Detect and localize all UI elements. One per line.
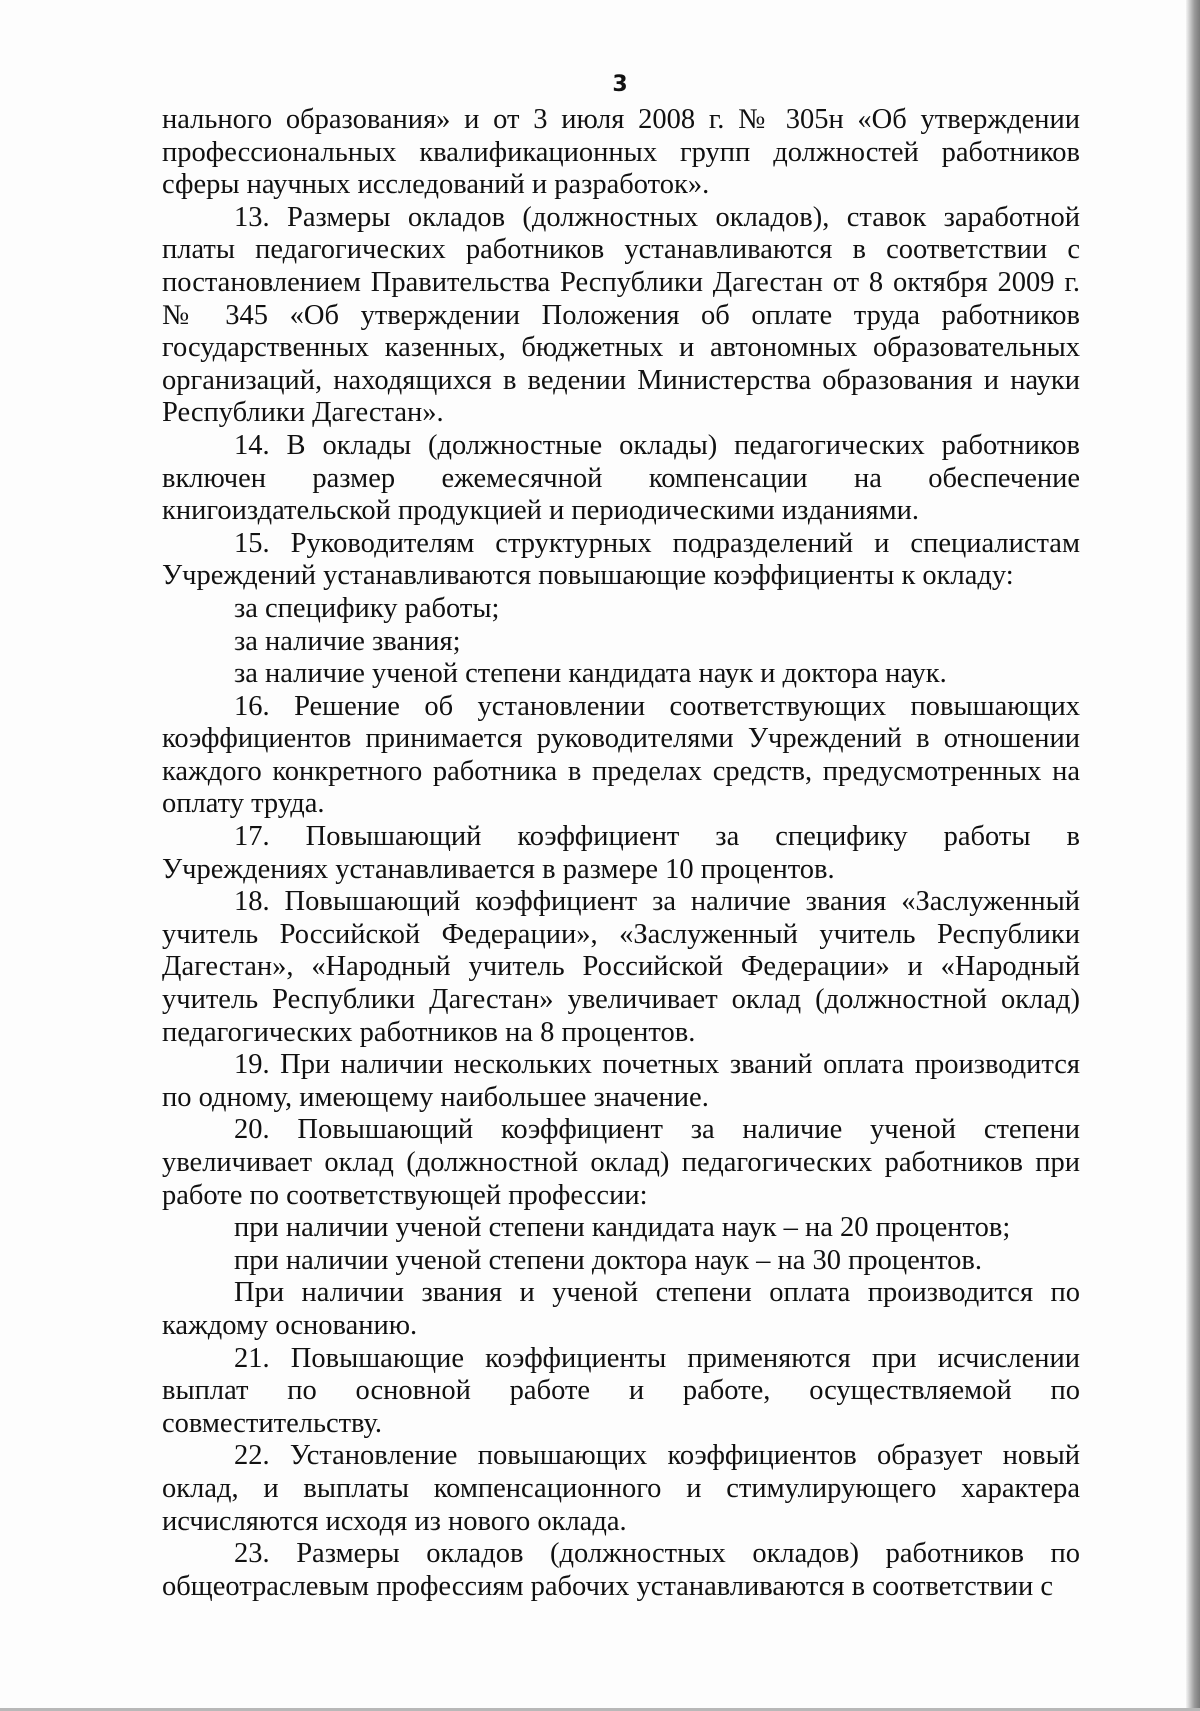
- paragraph-20-note: При наличии звания и ученой степени оплата производится по каждому основанию.: [162, 1277, 1080, 1341]
- paragraph-21: 21. Повышающие коэффициенты применяются при исчислении выплат по основной работе и работе, осуществляемой по совместительству.: [162, 1342, 1080, 1439]
- list-item: при наличии ученой степени кандидата наук – на 20 процентов;: [234, 1212, 1011, 1244]
- paragraph-20: 20. Повышающий коэффициент за наличие ученой степени увеличивает оклад (должностной оклад) педагогических работников при работе по соответствующей профессии:: [162, 1114, 1080, 1211]
- paragraph-18: 18. Повышающий коэффициент за наличие звания «Заслуженный учитель Российской Федерации», «Заслуженный учитель Республики Дагестан», «Народный учитель Российской Федерации» и «Народный учитель Республики Дагестан» увеличивает оклад (должностной оклад) педагогических работников на 8 процентов.: [162, 886, 1080, 1048]
- paragraph-13: 13. Размеры окладов (должностных окладов), ставок заработной платы педагогических работников устанавливаются в соответствии с постановлением Правительства Республики Дагестан от 8 октября 2009 г. № 345 «Об утверждении Положения об оплате труда работников государственных казенных, бюджетных и автономных образовательных организаций, находящихся в ведении Министерства образования и науки Республики Дагестан».: [162, 201, 1080, 429]
- document-body: [162, 104, 1080, 1603]
- list-item: за наличие звания;: [234, 625, 461, 657]
- list-item: за специфику работы;: [234, 592, 500, 624]
- paragraph-23: 23. Размеры окладов (должностных окладов) работников по общеотраслевым профессиям рабочих устанавливаются в соответствии с: [162, 1538, 1080, 1602]
- page-number: 3: [612, 72, 628, 97]
- paragraph-16: 16. Решение об установлении соответствующих повышающих коэффициентов принимается руководителями Учреждений в отношении каждого конкретного работника в пределах средств, предусмотренных на оплату труда.: [162, 690, 1080, 820]
- paragraph-continuation: нального образования» и от 3 июля 2008 г. № 305н «Об утверждении профессиональных квалификационных групп должностей работников сферы научных исследований и разработок».: [162, 104, 1080, 201]
- scan-edge-shadow: [1186, 0, 1200, 1711]
- paragraph-15: 15. Руководителям структурных подразделений и специалистам Учреждений устанавливаются повышающие коэффициенты к окладу:: [162, 527, 1080, 592]
- paragraph-17: 17. Повышающий коэффициент за специфику работы в Учреждениях устанавливается в размере 10 процентов.: [162, 821, 1080, 885]
- paragraph-19: 19. При наличии нескольких почетных званий оплата производится по одному, имеющему наибольшее значение.: [162, 1049, 1080, 1113]
- list-item: при наличии ученой степени доктора наук – на 30 процентов.: [234, 1244, 982, 1276]
- paragraph-14: 14. В оклады (должностные оклады) педагогических работников включен размер ежемесячной компенсации на обеспечение книгоиздательской продукцией и периодическими изданиями.: [162, 429, 1080, 527]
- paragraph-22: 22. Установление повышающих коэффициентов образует новый оклад, и выплаты компенсационного и стимулирующего характера исчисляются исходя из нового оклада.: [162, 1440, 1080, 1537]
- list-item: за наличие ученой степени кандидата наук и доктора наук.: [234, 658, 947, 690]
